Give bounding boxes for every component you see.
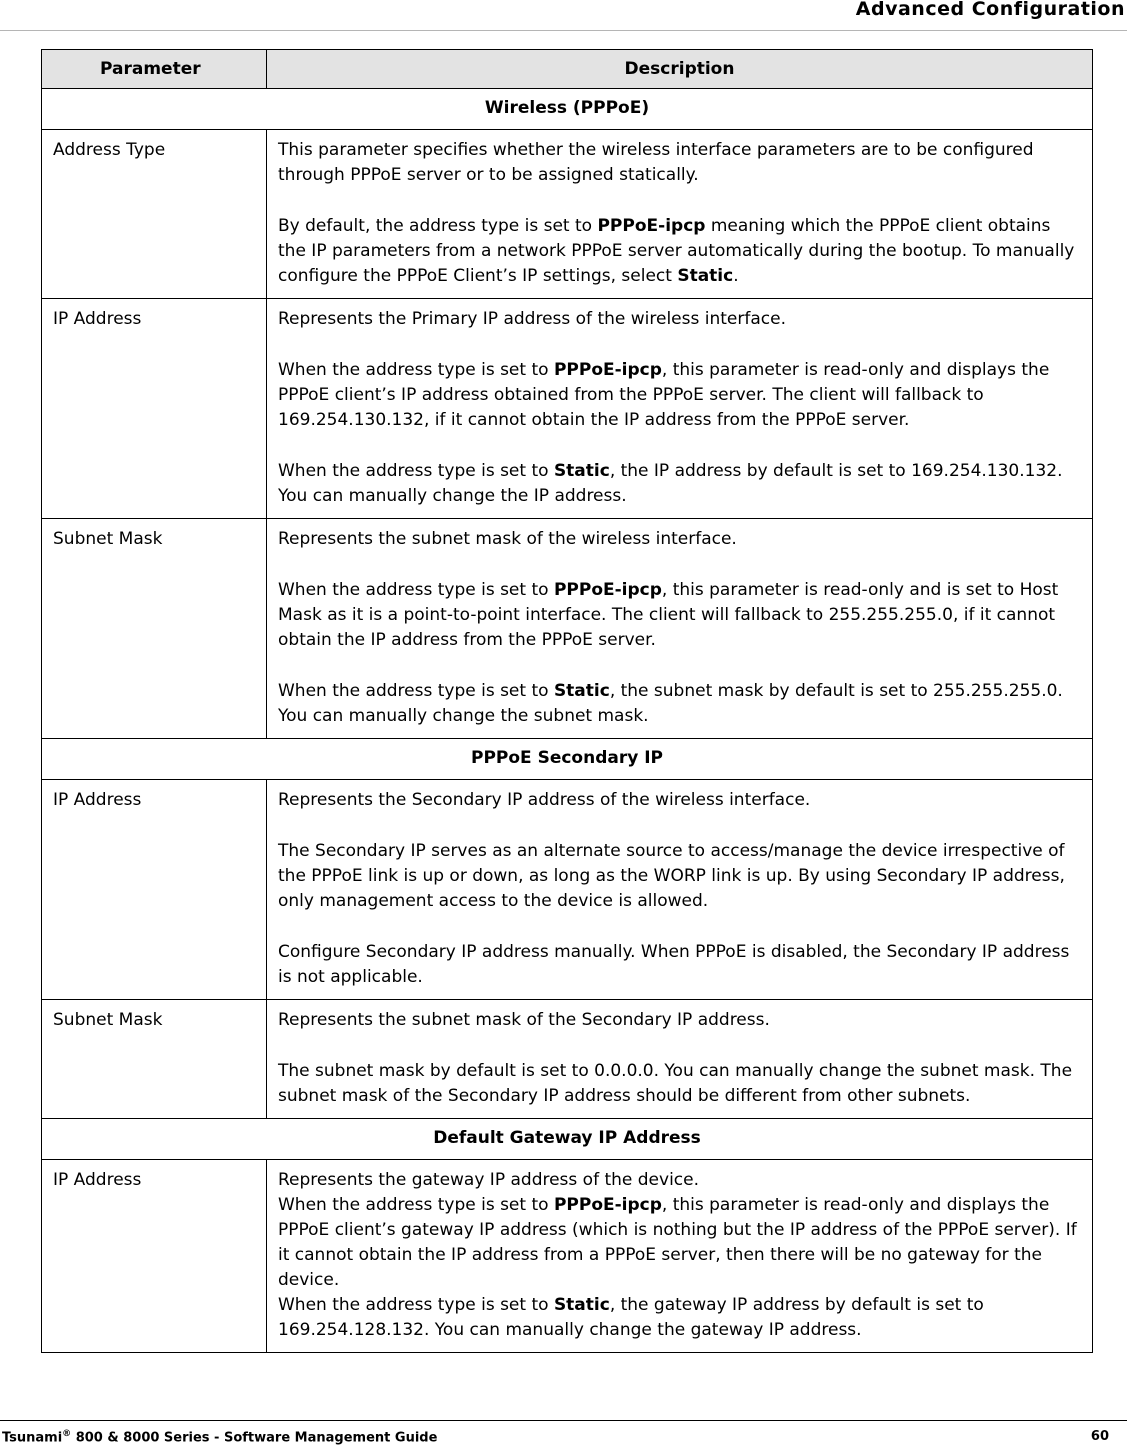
text-segment: When the address type is set to	[278, 580, 554, 600]
description-paragraph	[278, 1008, 1081, 1033]
description-paragraph	[278, 1293, 1081, 1343]
parameter-description	[267, 1160, 1093, 1353]
text-segment: When the address type is set to	[278, 681, 554, 701]
section-title: PPPoE Secondary IP	[42, 739, 1093, 780]
emphasized-value: PPPoE-ipcp	[597, 216, 706, 236]
text-segment: Represents the subnet mask of the Secondary IP address.	[278, 1010, 770, 1030]
table-row	[42, 1000, 1093, 1119]
column-header-description: Description	[267, 50, 1093, 89]
footer-guide-title	[2, 1429, 437, 1445]
text-segment: The Secondary IP serves as an alternate source to access/manage the device irrespective of the PPPoE link is up or down, as long as the WORP link is up. By using Secondary IP address, only management access to the device is allowed.	[278, 841, 1065, 911]
parameter-description	[267, 519, 1093, 739]
table-row	[42, 780, 1093, 1000]
description-paragraph	[278, 679, 1081, 729]
description-paragraph	[278, 1193, 1081, 1293]
description-paragraph	[278, 138, 1081, 188]
text-segment: Configure Secondary IP address manually. When PPPoE is disabled, the Secondary IP address is not applicable.	[278, 942, 1070, 987]
text-segment: , the subnet mask by default is set to 255.255.255.0. You can manually change the subnet mask.	[278, 681, 1063, 726]
emphasized-value: PPPoE-ipcp	[553, 580, 662, 600]
text-segment: When the address type is set to	[278, 461, 554, 481]
text-segment: meaning which the PPPoE client obtains the IP parameters from a network PPPoE server automatically during the bootup. To manually configure the PPPoE Client’s IP settings, select	[278, 216, 1075, 286]
footer-guide-name: 800 & 8000 Series - Software Management Guide	[71, 1430, 438, 1446]
text-segment: When the address type is set to	[278, 1195, 554, 1215]
table-row	[42, 130, 1093, 299]
footer-product-name: Tsunami	[2, 1430, 63, 1446]
text-segment: , this parameter is read-only and displays the PPPoE client’s IP address obtained from the PPPoE server. The client will fallback to 169.254.130.132, if it cannot obtain the IP address from the PPPoE server.	[278, 360, 1050, 430]
footer-divider	[0, 1420, 1127, 1421]
emphasized-value: PPPoE-ipcp	[553, 1195, 662, 1215]
registered-mark: ®	[62, 1429, 72, 1439]
text-segment: When the address type is set to	[278, 360, 554, 380]
parameter-description	[267, 780, 1093, 1000]
description-paragraph	[278, 358, 1081, 433]
emphasized-value: PPPoE-ipcp	[553, 360, 662, 380]
emphasized-value: Static	[553, 461, 610, 481]
parameter-table	[41, 49, 1093, 1353]
description-paragraph	[278, 1059, 1081, 1109]
parameter-name: Subnet Mask	[42, 1000, 267, 1119]
section-title: Default Gateway IP Address	[42, 1119, 1093, 1160]
section-row	[42, 89, 1093, 130]
parameter-name: IP Address	[42, 1160, 267, 1353]
emphasized-value: Static	[553, 681, 610, 701]
text-segment: Represents the Primary IP address of the wireless interface.	[278, 309, 786, 329]
description-paragraph	[278, 307, 1081, 332]
table-row	[42, 1160, 1093, 1353]
description-paragraph	[278, 578, 1081, 653]
text-segment: When the address type is set to	[278, 1295, 554, 1315]
parameter-name: IP Address	[42, 299, 267, 519]
emphasized-value: Static	[553, 1295, 610, 1315]
text-segment: , this parameter is read-only and displays the PPPoE client’s gateway IP address (which is nothing but the IP address of the PPPoE server). If it cannot obtain the IP address from a PPPoE server, then there will be no gateway for the device.	[278, 1195, 1077, 1290]
section-row	[42, 739, 1093, 780]
text-segment: .	[733, 266, 739, 286]
description-paragraph	[278, 1168, 1081, 1193]
text-segment: The subnet mask by default is set to 0.0.0.0. You can manually change the subnet mask. The subnet mask of the Secondary IP address should be different from other subnets.	[278, 1061, 1073, 1106]
text-segment: Represents the subnet mask of the wireless interface.	[278, 529, 737, 549]
description-paragraph	[278, 214, 1081, 289]
emphasized-value: Static	[677, 266, 734, 286]
table-body	[42, 89, 1093, 1353]
text-segment: , this parameter is read-only and is set to Host Mask as it is a point-to-point interface. The client will fallback to 255.255.255.0, if it cannot obtain the IP address from the PPPoE server.	[278, 580, 1059, 650]
table-header-row	[42, 50, 1093, 89]
text-segment: Represents the gateway IP address of the device.	[278, 1170, 700, 1190]
section-row	[42, 1119, 1093, 1160]
parameter-description	[267, 1000, 1093, 1119]
parameter-name: IP Address	[42, 780, 267, 1000]
parameter-name: Subnet Mask	[42, 519, 267, 739]
description-paragraph	[278, 940, 1081, 990]
parameter-description	[267, 299, 1093, 519]
table-row	[42, 519, 1093, 739]
text-segment: By default, the address type is set to	[278, 216, 598, 236]
table-row	[42, 299, 1093, 519]
text-segment: , the IP address by default is set to 169.254.130.132. You can manually change the IP address.	[278, 461, 1063, 506]
description-paragraph	[278, 459, 1081, 509]
description-paragraph	[278, 839, 1081, 914]
text-segment: , the gateway IP address by default is set to 169.254.128.132. You can manually change the gateway IP address.	[278, 1295, 984, 1340]
page-header-title: Advanced Configuration	[855, 0, 1125, 20]
column-header-parameter: Parameter	[42, 50, 267, 89]
text-segment: This parameter specifies whether the wireless interface parameters are to be configured through PPPoE server or to be assigned statically.	[278, 140, 1034, 185]
text-segment: Represents the Secondary IP address of the wireless interface.	[278, 790, 811, 810]
parameter-name: Address Type	[42, 130, 267, 299]
parameter-description	[267, 130, 1093, 299]
page-number: 60	[1090, 1429, 1109, 1444]
header-divider	[0, 30, 1127, 31]
description-paragraph	[278, 788, 1081, 813]
section-title: Wireless (PPPoE)	[42, 89, 1093, 130]
description-paragraph	[278, 527, 1081, 552]
